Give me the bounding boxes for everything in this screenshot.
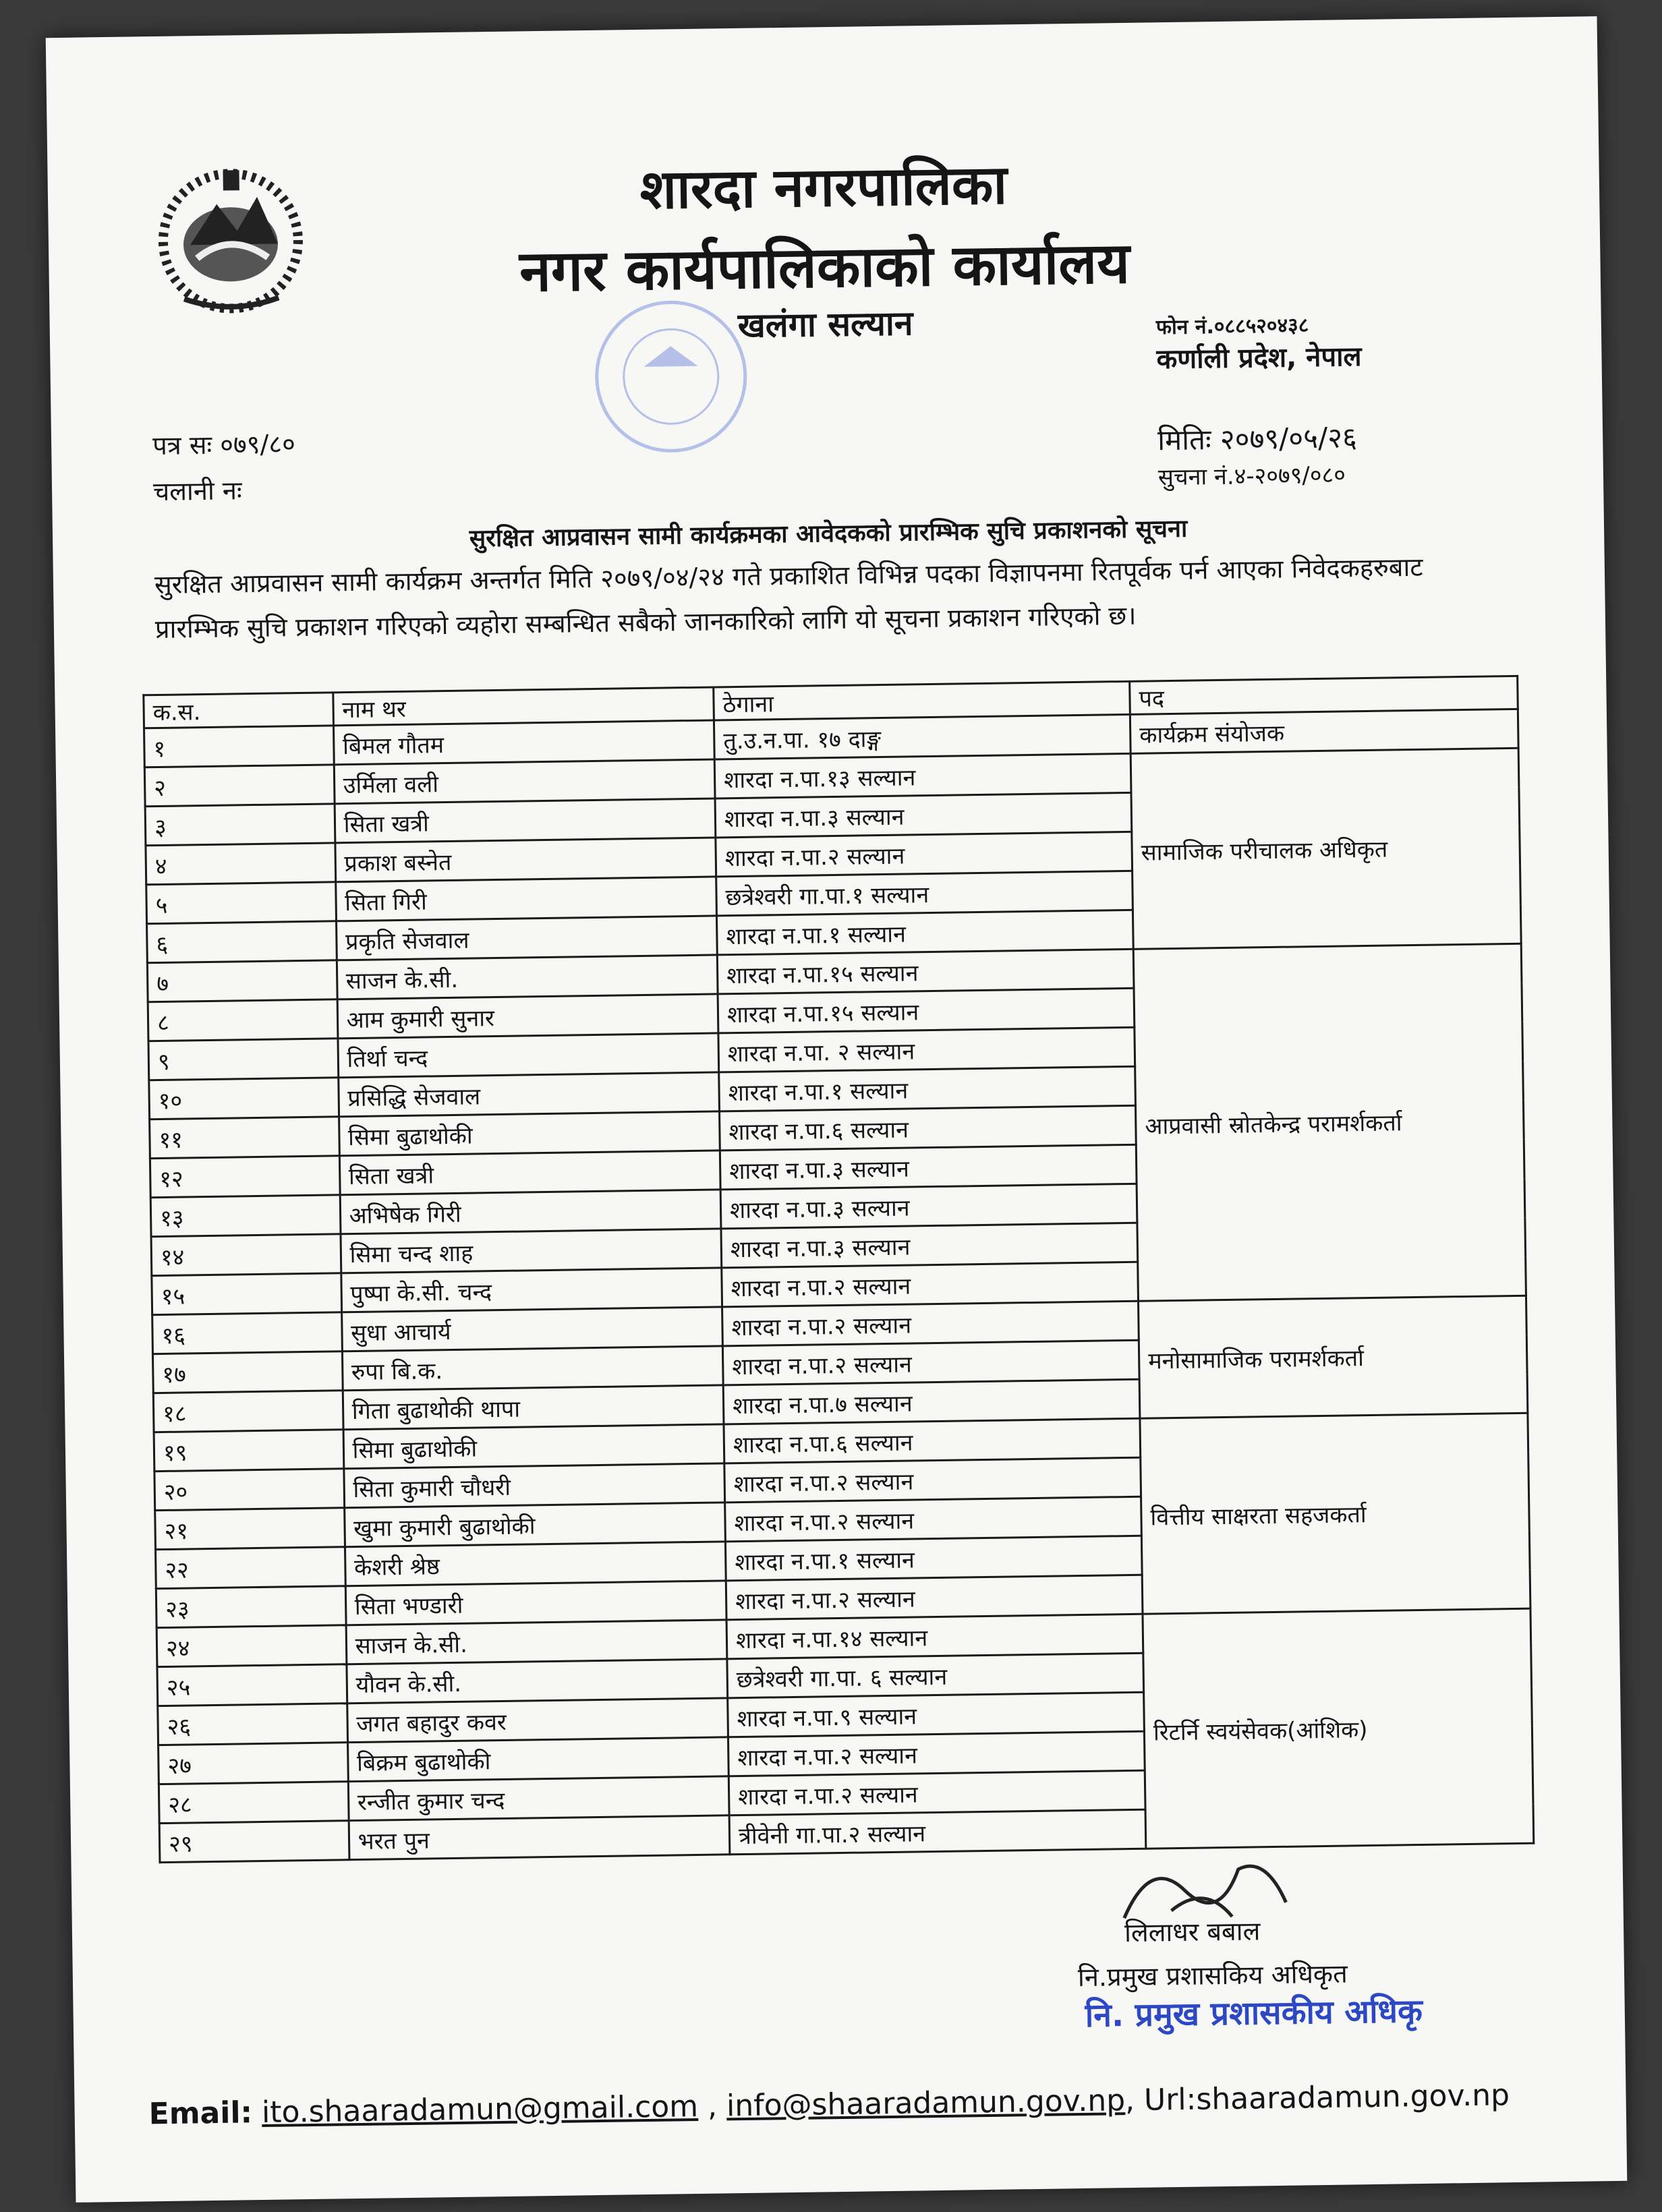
- applicant-table: [142, 675, 1535, 1863]
- cell-address: त्रीवेनी गा.पा.२ सल्यान: [729, 1809, 1146, 1855]
- cell-post: मनोसामाजिक परामर्शकर्ता: [1139, 1296, 1528, 1418]
- header-sn: क.स.: [144, 693, 333, 728]
- cell-name: भरत पुन: [349, 1815, 730, 1860]
- cell-sn: २६: [158, 1704, 347, 1745]
- cell-address: छत्रेश्वरी गा.पा.१ सल्यान: [716, 871, 1133, 916]
- cell-address: छत्रेश्वरी गा.पा. ६ सल्यान: [727, 1653, 1144, 1698]
- cell-sn: २३: [156, 1586, 345, 1628]
- cell-sn: १५: [152, 1273, 341, 1315]
- cell-name: सिता कुमारी चौधरी: [343, 1463, 724, 1508]
- cell-post: आप्रवासी स्रोतकेन्द्र परामर्शकर्ता: [1133, 943, 1526, 1301]
- cell-sn: ३: [145, 804, 335, 846]
- cell-name: सुधा आचार्य: [341, 1307, 722, 1351]
- cell-name: सिता गिरी: [335, 877, 716, 921]
- cell-name: गिता बुढाथोकी थापा: [343, 1385, 724, 1430]
- cell-name: आम कुमारी सुनार: [337, 994, 718, 1039]
- cell-name: साजन के.सी.: [346, 1620, 727, 1664]
- cell-sn: ९: [148, 1039, 338, 1080]
- cell-address: शारदा न.पा.१ सल्यान: [717, 910, 1134, 955]
- cell-sn: २९: [159, 1821, 349, 1863]
- cell-post: कार्यक्रम संयोजक: [1130, 709, 1518, 753]
- municipality-name: शारदा नगरपालिका: [639, 153, 1008, 221]
- cell-address: तु.उ.न.पा. १७ दाङ्ग: [714, 714, 1130, 759]
- footer-contact: [148, 2078, 1510, 2131]
- cell-sn: ८: [148, 999, 337, 1041]
- cell-name: यौवन के.सी.: [347, 1659, 728, 1704]
- cell-sn: १६: [152, 1312, 342, 1354]
- cell-sn: ६: [147, 921, 337, 963]
- footer-email-1[interactable]: ito.shaaradamun@gmail.com: [261, 2089, 699, 2130]
- cell-name: सिमा बुढाथोकी: [343, 1424, 724, 1469]
- cell-sn: २४: [156, 1625, 346, 1667]
- cell-address: शारदा न.पा.२ सल्यान: [722, 1262, 1139, 1307]
- table-body: [144, 709, 1534, 1862]
- footer-email-2[interactable]: info@shaaradamun.gov.np: [726, 2083, 1126, 2124]
- cell-sn: २८: [159, 1782, 348, 1824]
- notice-heading: सुरक्षित आप्रवासन सामी कार्यक्रमका आवेदकको प्रारम्भिक सुचि प्रकाशनको सूचना: [469, 515, 1188, 553]
- cell-address: शारदा न.पा.१५ सल्यान: [717, 949, 1134, 994]
- cell-sn: ७: [147, 960, 337, 1002]
- cell-name: सिता भण्डारी: [345, 1581, 726, 1625]
- cell-name: सिता खत्री: [339, 1151, 720, 1195]
- cell-sn: २५: [157, 1664, 347, 1706]
- cell-address: शारदा न.पा.१४ सल्यान: [726, 1614, 1143, 1659]
- cell-address: शारदा न.पा.७ सल्यान: [723, 1379, 1140, 1424]
- cell-address: शारदा न.पा.२ सल्यान: [716, 832, 1133, 877]
- office-stamp-icon: [548, 291, 793, 463]
- cell-address: शारदा न.पा.३ सल्यान: [720, 1144, 1137, 1190]
- cell-sn: २१: [155, 1508, 345, 1550]
- cell-address: शारदा न.पा. २ सल्यान: [718, 1027, 1135, 1072]
- cell-address: शारदा न.पा.६ सल्यान: [720, 1105, 1137, 1151]
- office-location: खलंगा सल्यान: [737, 303, 913, 345]
- cell-name: प्रसिद्धि सेजवाल: [338, 1072, 719, 1117]
- footer-separator: ,: [697, 2089, 727, 2124]
- cell-sn: १७: [152, 1351, 342, 1393]
- footer-url: , Url:shaaradamun.gov.np: [1124, 2078, 1510, 2118]
- header-post: पद: [1130, 676, 1518, 714]
- cell-name: तिर्था चन्द: [338, 1033, 719, 1078]
- cell-address: शारदा न.पा.२ सल्यान: [725, 1496, 1142, 1542]
- cell-name: सिमा बुढाथोकी: [339, 1111, 720, 1156]
- notice-date: मितिः २०७९/०५/२६: [1157, 421, 1358, 457]
- cell-name: प्रकृति सेजवाल: [336, 916, 717, 960]
- cell-address: शारदा न.पा.३ सल्यान: [721, 1223, 1138, 1268]
- reference-number: पत्र सः ०७९/८०: [152, 429, 296, 461]
- cell-sn: ११: [150, 1117, 339, 1159]
- notice-paper: [46, 16, 1628, 2203]
- cell-address: शारदा न.पा.३ सल्यान: [715, 792, 1132, 838]
- dispatch-number: चलानी नः: [152, 475, 242, 507]
- cell-post: वित्तीय साक्षरता सहजकर्ता: [1140, 1413, 1530, 1614]
- cell-name: साजन के.सी.: [337, 955, 718, 999]
- cell-name: सिता खत्री: [335, 798, 716, 843]
- cell-address: शारदा न.पा.१ सल्यान: [725, 1536, 1142, 1581]
- cell-address: शारदा न.पा.९ सल्यान: [728, 1692, 1145, 1737]
- cell-name: अभिषेक गिरी: [340, 1190, 721, 1234]
- signer-title: नि.प्रमुख प्रशासकिय अधिकृत: [1077, 1958, 1348, 1993]
- cell-sn: १३: [150, 1195, 340, 1237]
- cell-address: शारदा न.पा.६ सल्यान: [724, 1418, 1141, 1463]
- cell-sn: २७: [159, 1743, 348, 1784]
- cell-address: शारदा न.पा.२ सल्यान: [728, 1731, 1145, 1776]
- notice-body: सुरक्षित आप्रवासन सामी कार्यक्रम अन्तर्गत मिति २०७९/०४/२४ गते प्रकाशित विभिन्न पदका विज्ञापनमा रितपूर्वक पर्न आएका निवेदकहरुबाट प्रारम्भिक सुचि प्रकाशन गरिएको व्यहोरा सम्बन्धित सबैको जानकारिको लागि यो सूचना प्रकाशन गरिएको छ।: [154, 552, 1423, 645]
- cell-address: शारदा न.पा.२ सल्यान: [726, 1575, 1143, 1620]
- cell-name: सिमा चन्द शाह: [341, 1229, 722, 1273]
- cell-name: केशरी श्रेष्ठ: [345, 1542, 726, 1586]
- cell-address: शारदा न.पा.१५ सल्यान: [718, 988, 1135, 1033]
- cell-name: प्रकाश बस्नेत: [335, 838, 716, 882]
- cell-sn: २०: [154, 1469, 344, 1511]
- cell-sn: ४: [146, 843, 335, 885]
- header-name: नाम थर: [333, 687, 714, 726]
- notice-number: सुचना नं.४-२०७९/०८०: [1157, 461, 1346, 492]
- cell-address: शारदा न.पा.१ सल्यान: [719, 1066, 1136, 1111]
- title-stamp: नि. प्रमुख प्रशासकीय अधिकृ: [1085, 1992, 1423, 2035]
- cell-name: खुमा कुमारी बुढाथोकी: [344, 1503, 725, 1547]
- cell-sn: १०: [149, 1078, 339, 1119]
- cell-sn: ५: [146, 882, 336, 924]
- office-name: नगर कार्यपालिकाको कार्यालय: [519, 229, 1130, 305]
- cell-name: रुपा बि.क.: [342, 1346, 723, 1391]
- cell-name: उर्मिला वली: [334, 759, 715, 804]
- cell-sn: १८: [153, 1391, 343, 1432]
- cell-address: शारदा न.पा.२ सल्यान: [722, 1301, 1139, 1346]
- cell-address: शारदा न.पा.२ सल्यान: [728, 1770, 1145, 1815]
- cell-sn: १: [144, 726, 334, 767]
- phone-number: फोन नं.०८८५२०४३८: [1155, 314, 1309, 340]
- cell-post: रिटर्नि स्वयंसेवक(आंशिक): [1143, 1608, 1534, 1849]
- cell-post: सामाजिक परीचालक अधिकृत: [1130, 748, 1521, 949]
- cell-sn: २२: [156, 1547, 345, 1589]
- cell-name: बिक्रम बुढाथोकी: [347, 1737, 728, 1782]
- cell-name: जगत बहादुर कवर: [347, 1698, 728, 1743]
- cell-sn: १९: [154, 1430, 343, 1472]
- header-address: ठेगाना: [714, 681, 1130, 720]
- cell-sn: २: [144, 765, 334, 807]
- cell-name: बिमल गौतम: [333, 720, 714, 765]
- signer-name: लिलाधर बबाल: [1124, 1916, 1261, 1948]
- cell-address: शारदा न.पा.२ सल्यान: [724, 1457, 1141, 1503]
- cell-address: शारदा न.पा.१३ सल्यान: [714, 753, 1131, 798]
- cell-address: शारदा न.पा.३ सल्यान: [720, 1184, 1137, 1229]
- cell-address: शारदा न.पा.२ सल्यान: [722, 1340, 1139, 1385]
- cell-name: पुष्पा के.सी. चन्द: [341, 1268, 722, 1312]
- cell-sn: १२: [150, 1156, 339, 1198]
- footer-email-label: Email:: [148, 2095, 253, 2132]
- cell-sn: १४: [151, 1234, 341, 1276]
- cell-name: रन्जीत कुमार चन्द: [348, 1776, 729, 1821]
- province: कर्णाली प्रदेश, नेपाल: [1156, 341, 1362, 376]
